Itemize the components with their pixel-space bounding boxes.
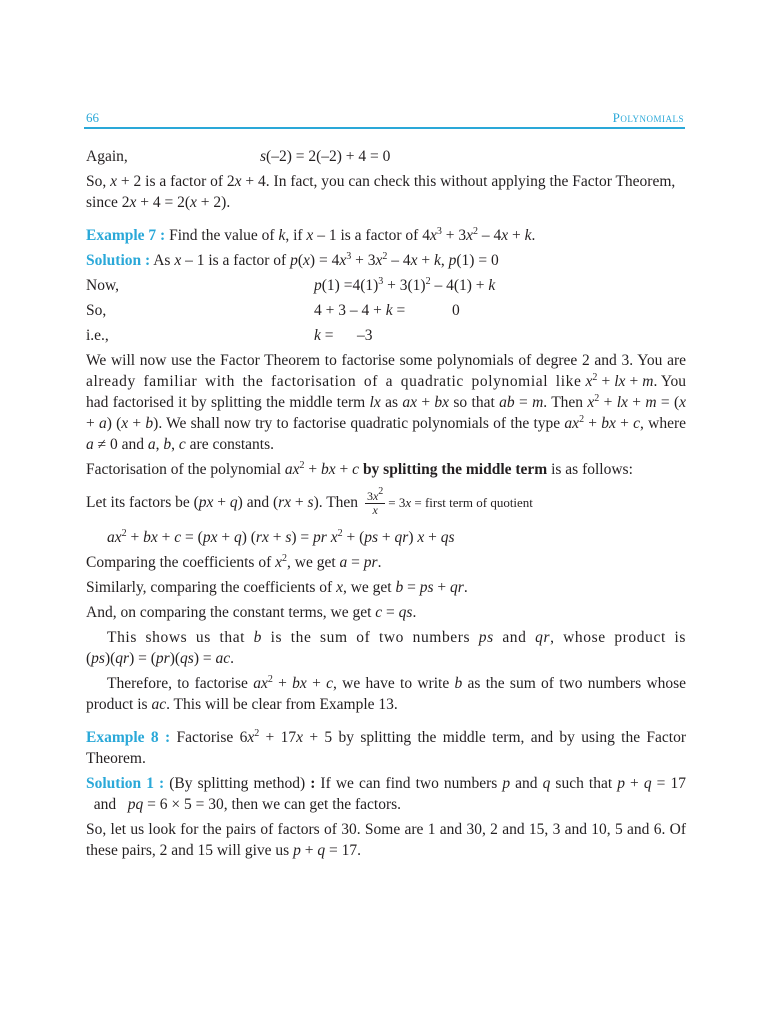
header-rule (84, 127, 685, 129)
quotient-note: = 3x = first term of quotient (388, 495, 533, 511)
ie-line (86, 325, 686, 346)
factor-check-line-2: since 2x + 4 = 2(x + 2). (86, 194, 231, 211)
so-equation-left: 4 + 3 – 4 + k = (314, 302, 406, 319)
so-equation-right: 0 (452, 302, 460, 319)
main-identity: $ax^2$ + bx + c = (px + q) (rx + s) = pr $x^2 + (ps + qr) x$ + qs (107, 528, 455, 546)
now-line (86, 275, 686, 296)
ie-equation-left: k = (314, 327, 334, 344)
quotient-fraction (365, 486, 385, 517)
factor-theorem-paragraph: We will now use the Factor Theorem to factorise some polynomials of degree 2 and 3. You are already familiar with the factorisation of a quadratic polynomial like $x^2$ + lx + m. You had factorised it by splitting the middle term lx as ax + bx so that ab = m. Then $x^2$ + lx + m = (x + a) (x + b). We shall now try to factorise quadratic polynomials of the type $ax^2$ + bx + c, where a ≠ 0 and a, b, c are constants. (86, 352, 687, 453)
therefore-paragraph: Therefore, to factorise $ax^2$ + bx + c, we have to write b as the sum of two numbers whose product is ac. This will be clear from Example 13. (86, 674, 686, 713)
example-7-label: Example 7 : (86, 227, 166, 244)
so-label: So, (86, 302, 107, 319)
running-title: Polynomials (612, 110, 684, 125)
page-number: 66 (86, 110, 99, 125)
page-body (86, 146, 686, 861)
example-8: Example 8 : Factorise $6x^2 + 17x + 5$ by splitting the middle term, and by using the Factor Theorem. (86, 728, 686, 767)
pairs-paragraph: So, let us look for the pairs of factors of 30. Some are 1 and 30, 2 and 15, 3 and 10, 5 and 6. Of these pairs, 2 and 15 will give us p + q = 17. (86, 821, 686, 859)
let-factors-line: Let its factors be (px + q) and (rx + s). Then $\frac{3x^2}{x}$ = 3x = first term of quotient (86, 486, 533, 517)
now-label: Now, (86, 277, 120, 294)
again-equation: s(–2) = 2(–2) + 4 = 0 (260, 148, 391, 165)
compare-constant: And, on comparing the constant terms, we get c = qs. (86, 604, 417, 621)
solution-8-1: Solution 1 : (By splitting method) : If we can find two numbers p and q such that p + q = 17 and pq = 6 × 5 = 30, then we can get the factors. (86, 775, 686, 813)
example-8-label: Example 8 : (86, 729, 171, 746)
again-line (86, 146, 686, 167)
factorisation-intro-end: is as follows: (551, 461, 633, 478)
solution-label: Solution : (86, 252, 151, 269)
factor-check-line-1: So, x + 2 is a factor of 2x + 4. In fact, you can check this without applying the Factor Theorem, (86, 173, 676, 190)
now-equation: $p(1) =4(1)^3 + 3(1)^2 - 4(1) + k$ (314, 276, 496, 294)
ie-label: i.e., (86, 327, 109, 344)
factorisation-intro: Factorisation of the polynomial $ax^2$ + bx + c by splitting the middle term is as follows: (86, 460, 633, 478)
sum-product-paragraph: This shows us that b is the sum of two numbers ps and qr, whose product is (ps)(qr) = (pr)(qs) = ac. (86, 629, 686, 667)
compare-x: Similarly, comparing the coefficients of x, we get b = ps + qr. (86, 579, 468, 596)
so-line (86, 300, 686, 321)
compare-x2: Comparing the coefficients of $x^2$, we get a = pr. (86, 553, 382, 571)
splitting-middle-term-bold: by splitting the middle term (362, 461, 548, 478)
solution-7: Solution : As x – 1 is a factor of $p(x) = 4x^3 + 3x^2 - 4x + k$, p(1) = 0 (86, 251, 499, 269)
fraction-denominator: x (372, 503, 378, 517)
again-label: Again, (86, 148, 128, 165)
fraction-numerator: $3x^2$ (366, 486, 384, 503)
solution-1-label: Solution 1 : (86, 775, 165, 792)
ie-equation-right: –3 (357, 327, 373, 344)
example-7: Example 7 : Find the value of k, if x – 1 is a factor of $4x^3 + 3x^2 - 4x + k$. (86, 226, 536, 244)
